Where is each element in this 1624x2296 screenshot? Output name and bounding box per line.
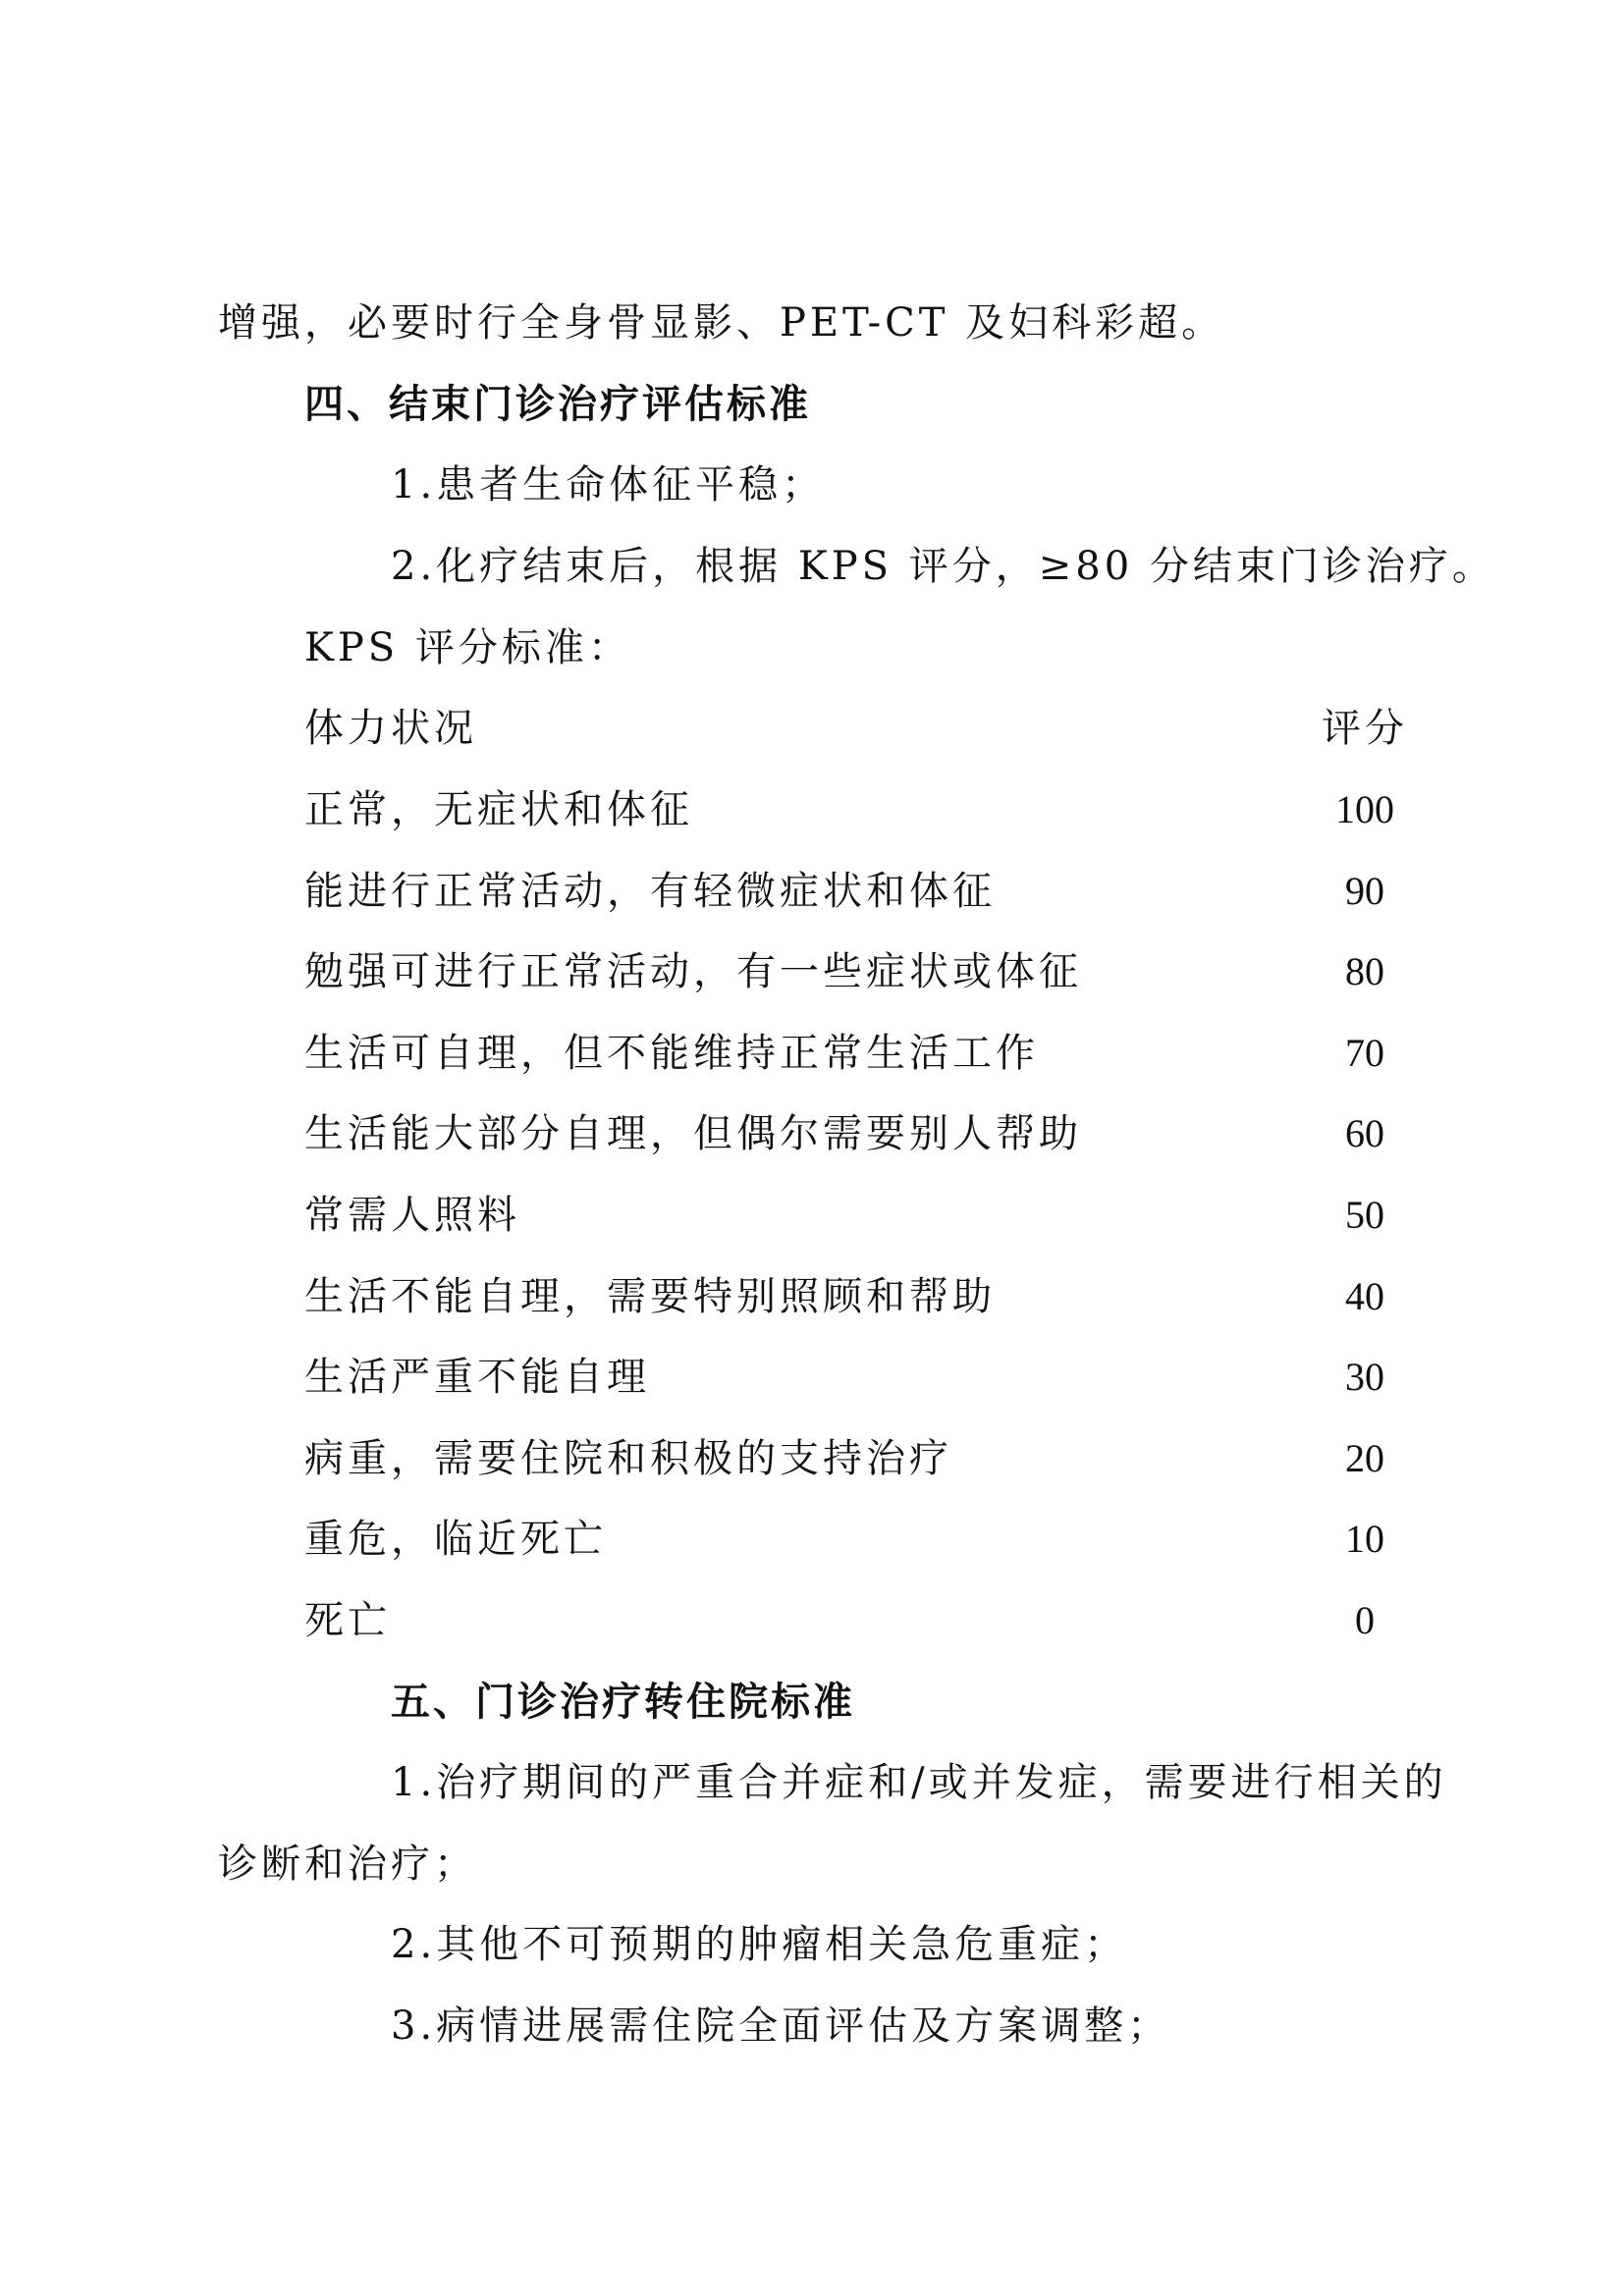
kps-caption: KPS 评分标准：: [304, 625, 631, 670]
kps-header-score: 评分: [1322, 706, 1408, 751]
kps-status: 生活能大部分自理，但偶尔需要别人帮助: [304, 1111, 1082, 1156]
section4-item-1: 1.患者生命体征平稳；: [391, 462, 826, 507]
kps-score: 70: [1345, 1031, 1384, 1075]
kps-score: 80: [1345, 949, 1384, 993]
kps-status: 死亡: [304, 1598, 391, 1643]
kps-score: 50: [1345, 1193, 1384, 1237]
section5-item-2: 2.其他不可预期的肿瘤相关急危重症；: [391, 1922, 1128, 1967]
kps-status: 能进行正常活动，有轻微症状和体征: [304, 869, 996, 914]
section4-heading: 四、结束门诊治疗评估标准: [304, 382, 811, 427]
kps-status: 病重，需要住院和积极的支持治疗: [304, 1436, 952, 1481]
kps-status: 生活严重不能自理: [304, 1355, 650, 1400]
kps-score: 0: [1355, 1598, 1375, 1642]
kps-status: 生活可自理，但不能维持正常生活工作: [304, 1031, 1039, 1076]
kps-score: 100: [1335, 787, 1394, 831]
kps-score: 20: [1345, 1436, 1384, 1480]
section5-heading: 五、门诊治疗转住院标准: [391, 1680, 855, 1725]
kps-score: 10: [1345, 1517, 1384, 1561]
kps-status: 正常，无症状和体征: [304, 787, 693, 832]
kps-score: 30: [1345, 1355, 1384, 1399]
kps-status: 重危，临近死亡: [304, 1517, 607, 1562]
kps-score: 90: [1345, 869, 1384, 913]
kps-status: 生活不能自理，需要特别照顾和帮助: [304, 1274, 996, 1319]
kps-header-status: 体力状况: [304, 706, 477, 751]
kps-status: 勉强可进行正常活动，有一些症状或体征: [304, 949, 1082, 994]
section5-item-3: 3.病情进展需住院全面评估及方案调整；: [391, 2003, 1171, 2049]
section4-item-2: 2.化疗结束后，根据 KPS 评分，≥80 分结束门诊治疗。: [391, 544, 1495, 589]
kps-score: 40: [1345, 1274, 1384, 1318]
kps-score: 60: [1345, 1111, 1384, 1155]
kps-status: 常需人照料: [304, 1193, 520, 1238]
section5-item-1-line1: 1.治疗期间的严重合并症和/或并发症，需要进行相关的: [391, 1760, 1447, 1805]
section5-item-1-line2: 诊断和治疗；: [218, 1842, 477, 1887]
intro-tail-paragraph: 增强，必要时行全身骨显影、PET-CT 及妇科彩超。: [218, 300, 1225, 346]
